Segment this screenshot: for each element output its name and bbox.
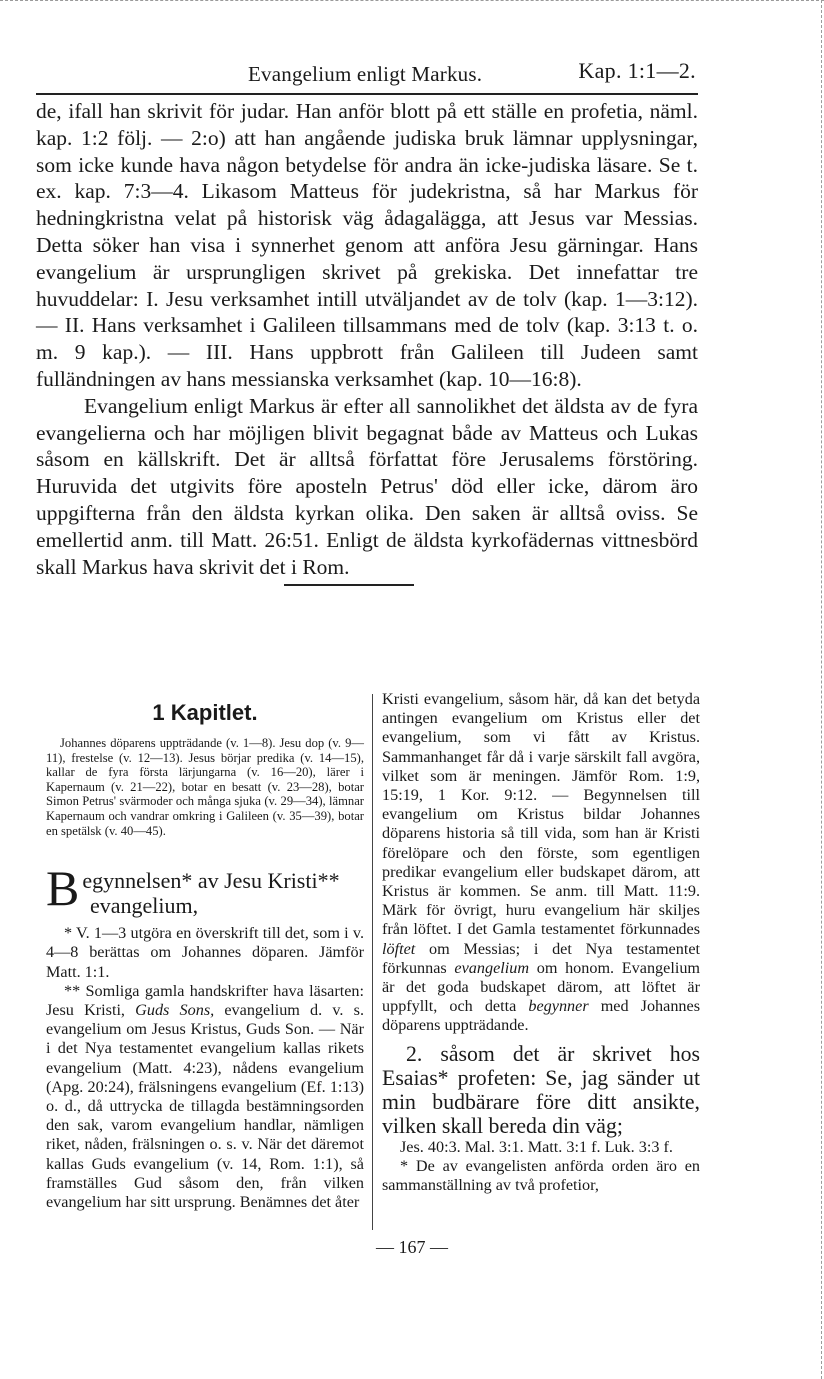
note-cont-italic-lofte: löftet	[382, 939, 416, 958]
column-divider	[372, 694, 373, 1230]
running-head	[36, 58, 696, 94]
verse-2-footnote: * De av evangelisten anförda orden äro en sammanställning av två profetior,	[382, 1156, 700, 1194]
note-cont-italic-evangelium: evangelium	[454, 958, 530, 977]
verse-2-cross-references: Jes. 40:3. Mal. 3:1. Matt. 3:1 f. Luk. 3:3 f.	[400, 1137, 673, 1156]
footnote-2-text-c: evangelium d. v. s. evangelium om Jesus Kristus, Guds Son. — När i det Nya testamentet evangelium kallas rikets evangelium (Matt. 4:23), nådens evangelium (Apg. 20:24), frälsningens evangelium (Ef. 1:13) o. d., då uttryckа de tillagda bestämningsorden den sak, varom evangelium handlar, nämligen riket, nåden, frälsningen o. s. v. När det däremot kallas Guds evangelium (v. 14, Rom. 1:1), så framställes Gud såsom den, från vilken evangelium har sitt ursprung. Benämnes det åter	[46, 1000, 365, 1211]
verse-1	[46, 860, 364, 919]
left-column	[46, 690, 364, 1212]
footnote-1: * V. 1—3 utgöra en överskrift till det, som i v. 4—8 berättas om Johannes döparen. Jämför Matt. 1:1.	[46, 924, 364, 981]
introduction	[36, 98, 698, 580]
page-number: — 167 —	[376, 1237, 448, 1257]
note-cont-g: med Johannes döparens uppträdande.	[382, 997, 701, 1035]
footnote-2-italic: Guds Sons,	[135, 1000, 215, 1019]
chapter-heading: 1 Kapitlet.	[152, 700, 258, 725]
footnote-2-continued	[382, 690, 700, 1036]
intro-paragraph-1: de, ifall han skrivit för judar. Han anför blott på ett ställe en profetia, näml. kap. 1:2 följ. — 2:o) att han angående judiska bruk lämnar upplysningar, som icke kunde hava någon betydelse för andra än icke-judiska läsare. Se t. ex. kap. 7:3—4. Likasom Matteus för judekristna, så har Markus för hedningkristna velat på historisk väg ådagalägga, att Jesus var Messias. Detta söker han visa i synnerhet genom att anföra Jesu gärningar. Hans evangelium är ursprungligen skrivet på grekiska. Det innefattar tre huvuddelar: I. Jesu verksamhet intill utväljandet av de tolv (kap. 1—3:12). — II. Hans verksamhet i Galileen tillsammans med de tolv (kap. 3:13 t. o. m. 9 kap.). — III. Hans uppbrott från Galileen till Judeen samt fulländningen av hans messianska verksamhet (kap. 10—16:8).	[36, 99, 698, 391]
running-head-chapter-ref: Kap. 1:1—2.	[578, 58, 696, 83]
right-column	[382, 690, 700, 1195]
header-rule	[36, 93, 698, 95]
chapter-summary: Johannes döparens uppträdande (v. 1—8). Jesu dop (v. 9—11), frestelse (v. 12—13). Jesus börjar predika (v. 14—15), kallar de fyra första lärjungarna (v. 16—20), lärer i Kapernaum (v. 21—22), botar en besatt (v. 23—28), botar Simon Petrus' svärmoder och många sjuka (v. 29—34), lämnar Kapernaum och vandrar omkring i Galileen (v. 35—39), botar en spetälsk (v. 40—45).	[46, 736, 364, 838]
verse-1-line-2: evangelium,	[90, 893, 199, 919]
verse-1-line-1: egynnelsen* av Jesu Kristi**	[82, 868, 340, 894]
intro-paragraph-2: Evangelium enligt Markus är efter all sannolikhet det äldsta av de fyra evangelierna och har möjligen blivit begagnat både av Matteus och Lukas såsom en källskrift. Det är alltså författat före Jerusalems förstöring. Huruvida det utgivits före aposteln Petrus' död eller icke, därom äro uppgifterna från den äldsta kyrkan olika. Den saken är alltså oviss. Se emellertid anm. till Matt. 26:51. Enligt de äldsta kyrkofädernas vittnesbörd skall Markus hava skrivit det i Rom.	[36, 393, 698, 579]
scan-edge-right	[821, 0, 822, 1379]
scan-edge-top	[0, 0, 824, 1]
note-cont-italic-begynner: begynner	[528, 997, 589, 1016]
note-cont-e: om honom. Evangelium är det goda budskapet därom, att löftet är uppfyllt, och detta	[382, 958, 701, 1016]
section-separator	[284, 584, 414, 586]
footnote-2-text-a: ** Somliga gamla handskrifter hava läsarten: Jesu Kristi,	[46, 981, 364, 1019]
running-head-title: Evangelium enligt Markus.	[248, 62, 483, 86]
verse-2: 2. såsom det är skrivet hos Esaias* profeten: Se, jag sänder ut min budbärare före ditt ansikte, vilken skall bereda din väg;	[382, 1041, 700, 1138]
note-cont-c: om Messias; i det Nya testamentet förkunnas	[382, 939, 700, 977]
footnote-2	[46, 982, 364, 1212]
note-cont-a: Kristi evangelium, såsom här, då kan det betyda antingen evangelium om Kristus eller det evangelium, som vi fått av Kristus. Sammanhanget får då i varje särskilt fall avgöra, vilket som är meningen. Jämför Rom. 1:9, 15:19, 1 Kor. 9:12. — Begynnelsen till evangelium om Kristus bildar Johannes döparens historia så till vida, som han är Kristi förelöpare och den förste, som egentligen predikar evangelium eller budskapet därom, att Kristus är kommen. Se anm. till Matt. 11:9. Märk för övrigt, huru evangelium här skiljes från löftet. I det Gamla testamentet förkunnades	[382, 690, 700, 939]
drop-cap: B	[46, 860, 80, 917]
